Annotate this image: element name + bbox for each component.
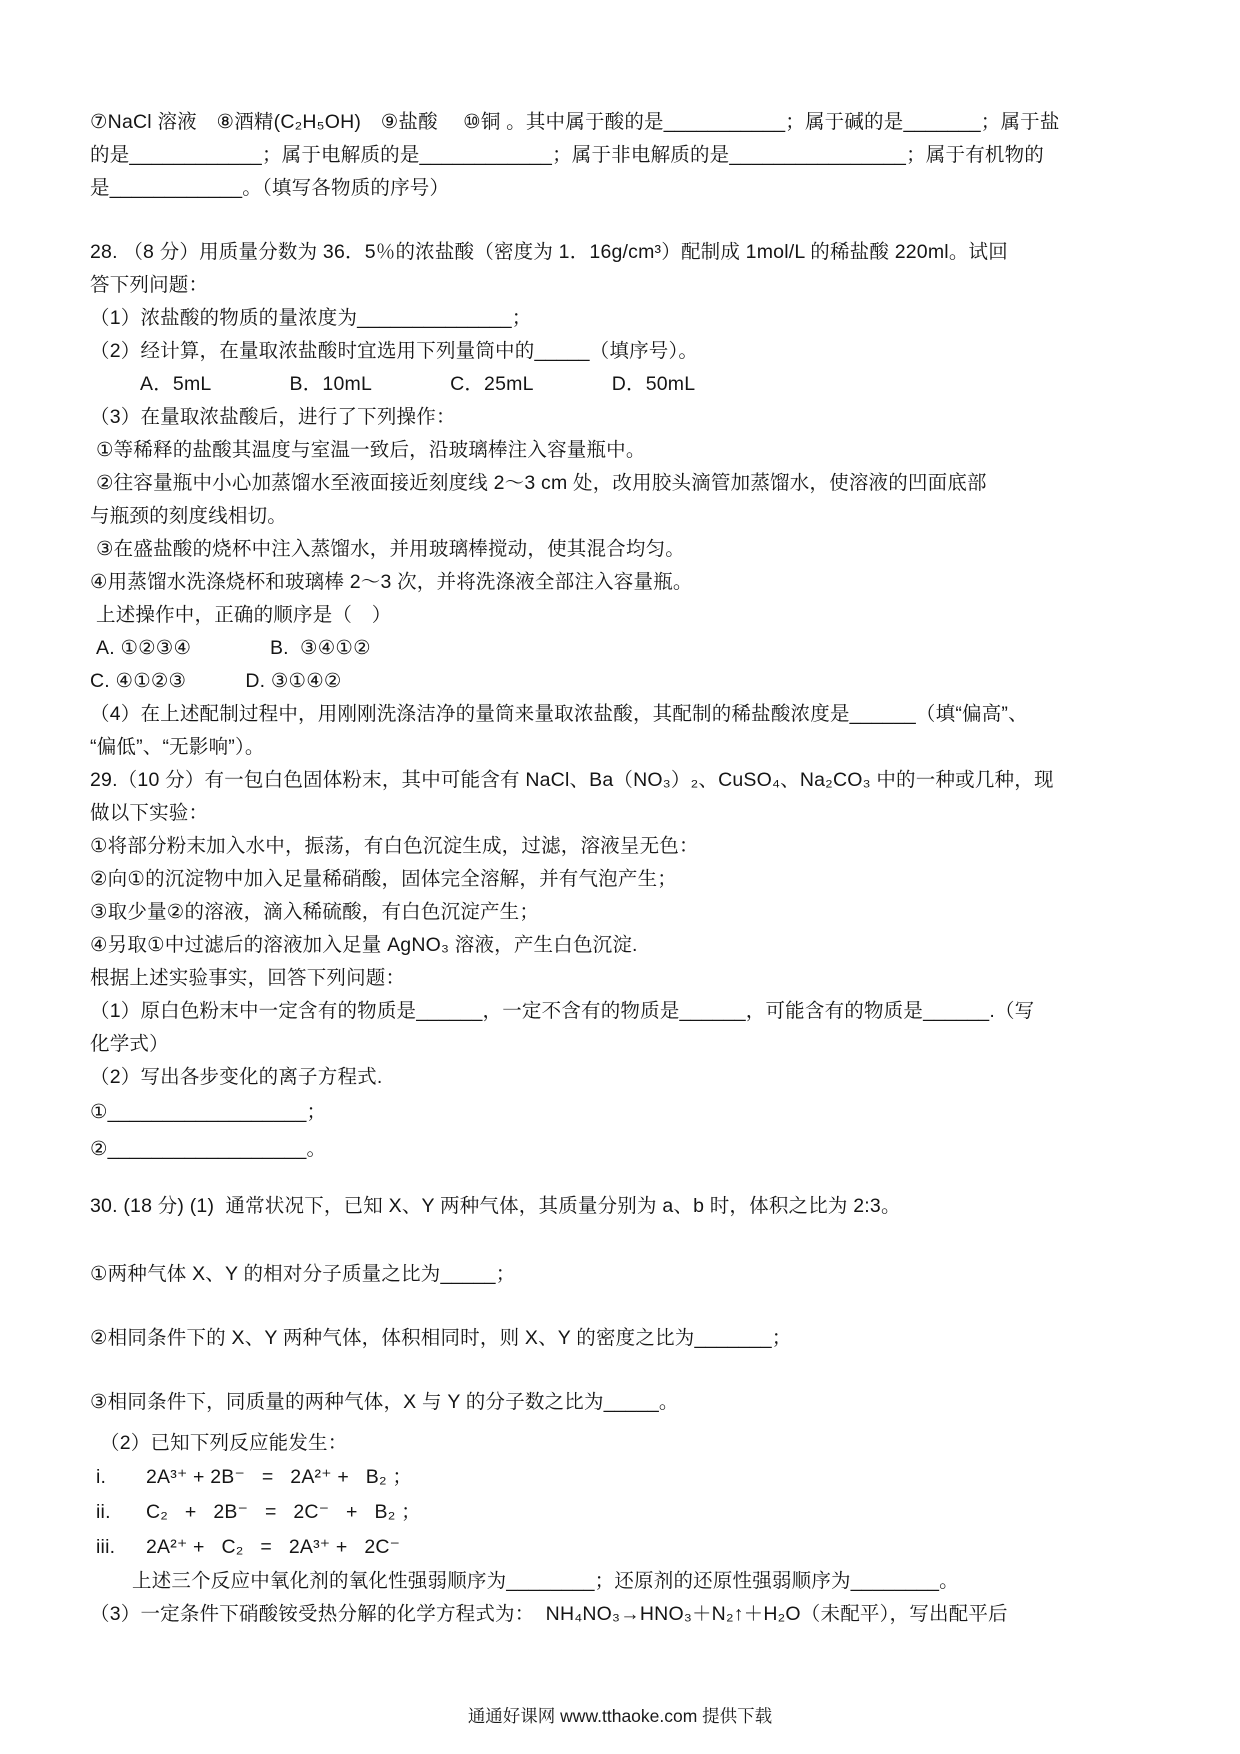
reaction-ii-formula: C₂ + 2B⁻ = 2C⁻ + B₂ ；	[146, 1501, 421, 1523]
q30-sub-1: ①两种气体 X、Y 的相对分子质量之比为_____；	[90, 1263, 516, 1285]
q28-order-options-ab: A. ①②③④ B. ③④①②	[96, 637, 371, 659]
question-28	[90, 236, 1156, 764]
q28-part4-line-2: “偏低”、“无影响”）。	[90, 736, 265, 758]
q30-reaction-ii	[90, 1495, 1156, 1530]
q28-step-4: ④用蒸馏水洗涤烧杯和玻璃棒 2～3 次，并将洗涤液全部注入容量瓶。	[90, 571, 693, 593]
q28-stem-line-2: 答下列问题：	[90, 274, 209, 296]
question-27-continuation	[90, 106, 1156, 205]
q29-part1-line-1: （1）原白色粉末中一定含有的物质是______，一定不含有的物质是______，可能含有的物质是______.（写	[90, 1000, 1035, 1022]
q30-sub-2: ②相同条件下的 X、Y 两种气体，体积相同时，则 X、Y 的密度之比为_______；	[90, 1327, 792, 1349]
q28-step-2a: ②往容量瓶中小心加蒸馏水至液面接近刻度线 2～3 cm 处，改用胶头滴管加蒸馏水，使溶液的凹面底部	[96, 472, 987, 494]
q27-substances-line: ⑦NaCl 溶液 ⑧酒精(C₂H₅OH) ⑨盐酸 ⑩铜 。其中属于酸的是___________；属于碱的是_______；属于盐	[90, 111, 1060, 133]
q29-prompt: 根据上述实验事实，回答下列问题：	[90, 967, 406, 989]
q29-part2: （2）写出各步变化的离子方程式.	[90, 1066, 383, 1088]
q28-step-1: ①等稀释的盐酸其温度与室温一致后，沿玻璃棒注入容量瓶中。	[96, 439, 646, 461]
q28-part3: （3）在量取浓盐酸后，进行了下列操作：	[90, 406, 456, 428]
q27-classify-line: 的是____________；属于电解质的是____________；属于非电解质的是________________；属于有机物的	[90, 144, 1044, 166]
question-29	[90, 764, 1156, 1168]
q27-note-line: 是____________。（填写各物质的序号）	[90, 177, 450, 199]
q30-stem: 30. (18 分) (1) 通常状况下，已知 X、Y 两种气体，其质量分别为 a、b 时，体积之比为 2:3。	[90, 1195, 901, 1217]
q28-step-3: ③在盛盐酸的烧杯中注入蒸馏水，并用玻璃棒搅动，使其混合均匀。	[96, 538, 685, 560]
q29-stem-line-2: 做以下实验：	[90, 802, 209, 824]
page-footer: 通通好课网 www.tthaoke.com 提供下载	[467, 1706, 773, 1726]
exam-content	[90, 106, 1156, 1631]
q29-blank-equation-1: ①__________________；	[90, 1101, 327, 1123]
q28-order-options-cd: C. ④①②③ D. ③①④②	[90, 670, 342, 692]
q30-part3: （3）一定条件下硝酸铵受热分解的化学方程式为： NH₄NO₃→HNO₃＋N₂↑＋H₂O（未配平），写出配平后	[90, 1603, 1008, 1625]
q28-step-2b: 与瓶颈的刻度线相切。	[90, 505, 288, 527]
q30-sub-3: ③相同条件下，同质量的两种气体，X 与 Y 的分子数之比为_____。	[90, 1391, 679, 1413]
q29-exp-4: ④另取①中过滤后的溶液加入足量 AgNO₃ 溶液，产生白色沉淀.	[90, 934, 638, 956]
q30-reaction-iii	[90, 1530, 1156, 1565]
q29-blank-equation-2: ②__________________。	[90, 1138, 327, 1160]
q28-part2-options: A．5mL B．10mL C．25mL D．50mL	[140, 373, 696, 395]
reaction-i-label: i.	[96, 1466, 107, 1488]
q29-stem-line-1: 29.（10 分）有一包白色固体粉末，其中可能含有 NaCl、Ba（NO₃）₂、CuSO₄、Na₂CO₃ 中的一种或几种，现	[90, 769, 1054, 791]
question-30	[90, 1190, 1156, 1631]
q28-order-prompt: 上述操作中，正确的顺序是（ ）	[96, 604, 392, 626]
reaction-ii-label: ii.	[96, 1501, 111, 1523]
q30-order-line: 上述三个反应中氧化剂的氧化性强弱顺序为________；还原剂的还原性强弱顺序为________。	[132, 1570, 959, 1592]
q28-part1: （1）浓盐酸的物质的量浓度为______________；	[90, 307, 532, 329]
reaction-iii-label: iii.	[96, 1536, 116, 1558]
q28-stem-line-1: 28. （8 分）用质量分数为 36．5％的浓盐酸（密度为 1．16g/cm³）配制成 1mol/L 的稀盐酸 220ml。试回	[90, 241, 1008, 263]
q29-part1-line-2: 化学式）	[90, 1033, 169, 1055]
q28-part2: （2）经计算，在量取浓盐酸时宜选用下列量筒中的_____（填序号）。	[90, 340, 699, 362]
q28-part4-line-1: （4）在上述配制过程中，用刚刚洗涤洁净的量筒来量取浓盐酸，其配制的稀盐酸浓度是______（填“偏高”、	[90, 703, 1028, 725]
q29-exp-3: ③取少量②的溶液，滴入稀硫酸，有白色沉淀产生；	[90, 901, 540, 923]
q30-reaction-i	[90, 1460, 1156, 1495]
q29-exp-2: ②向①的沉淀物中加入足量稀硝酸，固体完全溶解，并有气泡产生；	[90, 868, 677, 890]
reaction-i-formula: 2A³⁺ + 2B⁻ = 2A²⁺ + B₂ ；	[146, 1466, 413, 1488]
q30-part2-heading: （2）已知下列反应能发生：	[100, 1432, 348, 1454]
q29-exp-1: ①将部分粉末加入水中，振荡，有白色沉淀生成，过滤，溶液呈无色：	[90, 835, 699, 857]
reaction-iii-formula: 2A²⁺ + C₂ = 2A³⁺ + 2C⁻	[146, 1536, 401, 1558]
